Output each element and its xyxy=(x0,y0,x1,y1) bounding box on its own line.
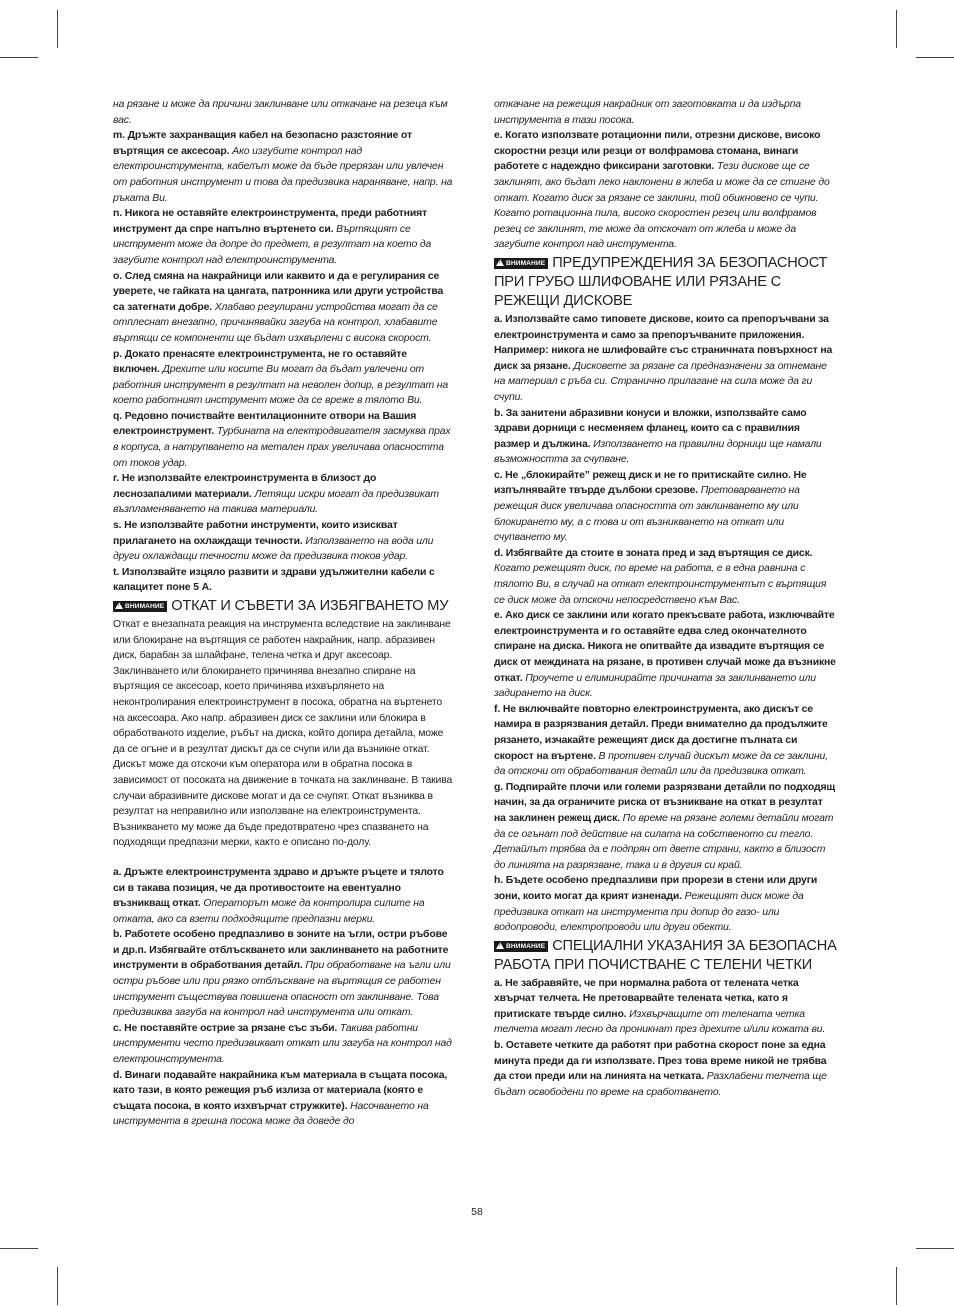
instruction-bold: f. Не включвайте повторно електроинструмента, ако дискът се намира в разрязвания детайл. Преди внимателно да продължите рязането, изчакайте режещият диск да достигне пълната си скорост на въртене. xyxy=(494,703,828,762)
explanation-italic: Ако изгубите контрол над електроинструмента, кабелът може да бъде прерязан или увлечен от работния инструмент и това да предизвика нараняване, напр. на ръката Ви. xyxy=(113,145,453,204)
instruction-bold: g. Подпирайте плочи или големи разрязвани детайли по подходящ начин, за да ограничите риска от възникване на откат в резултат на заклинен режещ диск. xyxy=(494,781,836,824)
paragraph-kickback-c xyxy=(113,1021,456,1068)
explanation-italic: Разхлабени телчета ще бъдат освободени по време на сработването. xyxy=(494,1071,827,1098)
paragraph-cutting-g xyxy=(494,780,837,874)
instruction-bold: d. Винаги подавайте накрайника към материала в същата посока, като тази, в която режещия ръб излиза от материала (която е същата посока, в която изхвърчат стружките). xyxy=(113,1069,448,1112)
crop-mark xyxy=(57,10,58,48)
paragraph-o xyxy=(113,269,456,347)
instruction-bold: c. Не поставяйте остриe за рязане със зъби. xyxy=(113,1022,338,1034)
instruction-bold: q. Редовно почиствайте вентилационните отвори на Вашия електроинструмент. xyxy=(113,410,417,438)
kickback-description: Откат е внезапната реакция на инструмента вследствие на заклинване или блокиране на въртящия се работен накрайник, напр. абразивен диск, барабан за шлайфане, телена четка и друг аксесоар. Заклинването или блокирането причинява внезапно спиране на въртящия се аксесоар, което причинява изхвърлянето на неконтролирания електроинструмент в посока, обратна на въртенето на аксесоара. Ако напр. абразивен диск се заклини или блокира в обработваното изделие, ръбът на диска, който допира детайла, може да се огъне и в резултат дискът да се счупи или да възникне откат. Дискът може да отскочи към оператора или в обратна посока в зависимост от посоката на движение в точката на заклинване. В такива случаи абразивните дискове могат и да се счупят. Откат възниква в резултат на неправилно или използване на електроинструмента. Възникването му може да бъде предотвратено чрез спазването на подходящи предпазни мерки, както е описано по-долу. xyxy=(113,619,453,849)
paragraph-cutting-f xyxy=(494,702,837,780)
instruction-bold: o. След смяна на накрайници или каквито и да е регулирания се уверете, че гайката на цангата, патронника или други устройства са затегнати добре. xyxy=(113,270,444,313)
explanation-italic: Въртящият се инструмент може да допре до предмет, в резултат на което да загубите контрол над електроинструмента. xyxy=(113,223,432,266)
instruction-bold: a. Дръжте електроинструмента здраво и дръжте ръцете и тялото си в такава позиция, че да противостоите на евентуално възникващ откат. xyxy=(113,866,444,910)
crop-mark xyxy=(896,10,897,48)
warning-badge xyxy=(494,941,548,952)
crop-mark xyxy=(916,57,954,58)
paragraph-n xyxy=(113,206,456,268)
instruction-bold: d. Избягвайте да стоите в зоната пред и зад въртящия се диск. xyxy=(494,547,813,559)
instruction-bold: a. Не забравяйте, че при нормална работа от телената четка хвърчат телчета. Не претоварвайте телената четка, като я притискате твърде силно. xyxy=(494,977,799,1020)
paragraph-brush-b xyxy=(494,1038,837,1100)
instruction-bold: e. Когато използвате ротационни пили, отрезни дискове, високо скоростни резци или резци от волфрамова стомана, винаги работете с надеждно фиксирани заготовки. xyxy=(494,130,821,173)
paragraph-q xyxy=(113,409,456,471)
left-column xyxy=(113,97,456,1130)
explanation-italic: Операторът може да контролира силите на отката, ако са взети подходящите предпазни мерки. xyxy=(113,898,425,925)
instruction-bold: h. Бъдете особено предпазливи при прорези в стени или други зони, които могат да крият изненади. xyxy=(494,875,818,902)
explanation-italic: Режещият диск може да предизвика откат на инструмента при допир до газо- или водопроводи, електропроводи или други обекти. xyxy=(494,890,804,934)
explanation-italic: Изхвърчащите от телената четка телчета могат лесно да проникнат през дрехите и/или кожата ви. xyxy=(494,1008,826,1036)
instruction-bold: p. Докато пренасяте електроинструмента, не го оставяйте включен. xyxy=(113,348,407,376)
explanation-italic: Дрехите или косите Ви могат да бъдат увлечени от работния инструмент в резултат на неволен допир, в резултат на което работният инструмент може да се вреже в тялото Ви. xyxy=(113,364,449,407)
crop-mark xyxy=(896,1267,897,1305)
explanation-italic: Насочването на инструмента в грешна посока може да доведе до xyxy=(113,1100,429,1128)
explanation-italic: Използването на вода или други охлаждащи течности може да предизвика токов удар. xyxy=(113,535,434,563)
heading-text: ПРЕДУПРЕЖДЕНИЯ ЗА БЕЗОПАСНОСТ ПРИ ГРУБО ШЛИФОВАНЕ ИЛИ РЯЗАНЕ С РЕЖЕЩИ ДИСКОВЕ xyxy=(494,254,828,309)
warning-triangle-icon xyxy=(496,259,504,266)
explanation-italic: Когато режещият диск, по време на работа, е в една равнина с тялото Ви, в случай на откат електроинструментът с въртящия се диск може да отскочи непосредствено към Вас. xyxy=(494,563,827,606)
instruction-bold: a. Използвайте само типовете дискове, които са препоръчвани за електроинструмента и само за препоръчваните приложения. Например: никога не шлифовайте със страничната повърхност на диск за рязане. xyxy=(494,313,833,372)
paragraph-cutting-h xyxy=(494,873,837,935)
paragraph-italic: на рязане и може да причини заклинване или откачане на резеца към вас. xyxy=(113,99,448,126)
instruction-bold: c. Не „блокирайте” режещ диск и не го притискайте силно. Не изпълнявайте твърде дълбоки срезове. xyxy=(494,469,807,497)
paragraph-kickback-b xyxy=(113,927,456,1021)
instruction-bold: n. Никога не оставяйте електроинструмента, преди работният инструмент да спре напълно въртенето си. xyxy=(113,208,427,235)
warning-badge xyxy=(494,258,548,269)
page-number: 58 xyxy=(471,1206,483,1218)
explanation-italic: Летящи искри могат да предизвикат възпламеняването на такива материали. xyxy=(113,488,439,516)
section-heading-kickback xyxy=(113,597,456,616)
instruction-bold: b. Оставете четките да работят при работна скорост поне за една минута преди да ги използвате. През това време никой не трябва да стои преди или на линията на четката. xyxy=(494,1040,827,1083)
instruction-bold: r. Не използвайте електроинструмента в близост до леснозапалими материали. xyxy=(113,473,377,500)
paragraph-e xyxy=(494,128,837,253)
warning-triangle-icon xyxy=(115,602,123,609)
paragraph-cutting-b xyxy=(494,406,837,468)
warning-label: ВНИМАНИЕ xyxy=(506,942,546,950)
warning-triangle-icon xyxy=(496,942,504,949)
warning-label: ВНИМАНИЕ xyxy=(506,259,546,267)
paragraph-italic: откачане на режещия накрайник от заготовката и да издърпа инструмента в тази посока. xyxy=(494,99,801,126)
section-heading-cutting xyxy=(494,254,837,311)
warning-label: ВНИМАНИЕ xyxy=(125,603,165,610)
spacer xyxy=(113,851,456,865)
instruction-bold: b. За занитени абразивни конуси и вложки, използвайте само здрави дорници с несменяем фланец, които са с правилния размер и дължина. xyxy=(494,407,807,450)
section-heading-wire-brush xyxy=(494,937,837,975)
explanation-italic: Дисковете за рязане са предназначени за отнемане на материал с ръба си. Странично прилагане на сила може да ги счупи. xyxy=(494,360,827,403)
paragraph-m xyxy=(113,128,456,206)
paragraph-kickback-a xyxy=(113,865,456,927)
explanation-italic: Тези дискове ще се заклинят, ако бъдат леко наклонени в жлеба и може да се стигне до откат. Когато диск за рязане се заклини, той обикновено се чупи. Когато ротационна пила, високо скоростен резец или волфрамов резец се заклинят, те може да отскочат от жлеба и може да загубите контрол над инструмента. xyxy=(494,161,830,251)
instruction-bold: m. Дръжте захранващия кабел на безопасно разстояние от въртящия се аксесоар. xyxy=(113,130,412,157)
crop-mark xyxy=(0,57,38,58)
explanation-italic: В противен случай дискът може да се заклини, да отскочи от обработвания детайл или да предизвика откат. xyxy=(494,750,828,778)
paragraph-s xyxy=(113,518,456,565)
instruction-bold: t. Използвайте изцяло развити и здрави удължителни кабели с капацитет поне 5 A. xyxy=(113,566,435,594)
crop-mark xyxy=(57,1267,58,1305)
explanation-italic: Проучете и елиминирайте причината за заклинването или задирането на диск. xyxy=(494,672,816,700)
paragraph-cutting-a xyxy=(494,312,837,406)
paragraph-kickback-d xyxy=(113,1068,456,1130)
explanation-italic: Хлабаво регулирани устройства могат да се отплеснат внезапно, причинявайки загуба на контрол, хлабавите въртящи се компоненти ще бъдат изхвърлени с висока скорост. xyxy=(113,301,438,344)
explanation-italic: По време на рязане големи детайли могат да се огънат под действие на силата на собственото си тегло. Детайлът трябва да е подпрян от двете страни, както в близост до линията на разрязване, така и в другия си край. xyxy=(494,812,834,871)
paragraph-p xyxy=(113,347,456,409)
explanation-italic: Такива работни инструменти често предизвикват откат или загуба на контрол над електроинструмента. xyxy=(113,1022,452,1066)
right-column xyxy=(494,97,837,1100)
paragraph xyxy=(113,97,456,128)
paragraph-cutting-e xyxy=(494,608,837,702)
crop-mark xyxy=(916,1248,954,1249)
instruction-bold: b. Работете особено предпазливо в зоните на ъгли, остри ръбове и др.п. Избягвайте отблъскването или заклинването на работните инструменти в обработвания детайл. xyxy=(113,929,449,972)
paragraph-t xyxy=(113,565,456,596)
heading-text: СПЕЦИАЛНИ УКАЗАНИЯ ЗА БЕЗОПАСНА РАБОТА ПРИ ПОЧИСТВАНЕ С ТЕЛЕНИ ЧЕТКИ xyxy=(494,937,837,973)
heading-text: ОТКАТ И СЪВЕТИ ЗА ИЗБЯГВАНЕТО МУ xyxy=(171,598,449,614)
paragraph-brush-a xyxy=(494,976,837,1038)
paragraph-r xyxy=(113,471,456,518)
instruction-bold: s. Не използвайте работни инструменти, които изискват прилагането на охлаждащи течности. xyxy=(113,520,398,547)
explanation-italic: Използването на правилни дорници ще намали възможността за счупване. xyxy=(494,438,822,466)
explanation-italic: Турбината на електродвигателя засмуква прах в корпуса, а натрупването на метален прах увеличава опасността от токов удар. xyxy=(113,426,451,469)
paragraph xyxy=(494,97,837,128)
crop-mark xyxy=(0,1248,38,1249)
paragraph-cutting-c xyxy=(494,468,837,546)
explanation-italic: Претоварването на режещия диск увеличава опасността от заклинването му или блокирането му, а с това и от възникването на откат или счупването му. xyxy=(494,485,800,544)
instruction-bold: e. Ако диск се заклини или когато прекъсвате работа, изключвайте електроинструмента и го оставяйте едва след окончателното спиране на диска. Никога не опитвайте да извадите въртящия се диск от междината на рязане, в противен случай може да възникне откат. xyxy=(494,610,836,684)
explanation-italic: При обработване на ъгли или остри ръбове или при рязко отблъскване на въртящия се работен инструмент съществува повишена опасност от заклинване. Това предизвиква загуба на контрол над инструмента или откат. xyxy=(113,960,451,1019)
paragraph-cutting-d xyxy=(494,546,837,608)
warning-badge xyxy=(113,601,167,612)
